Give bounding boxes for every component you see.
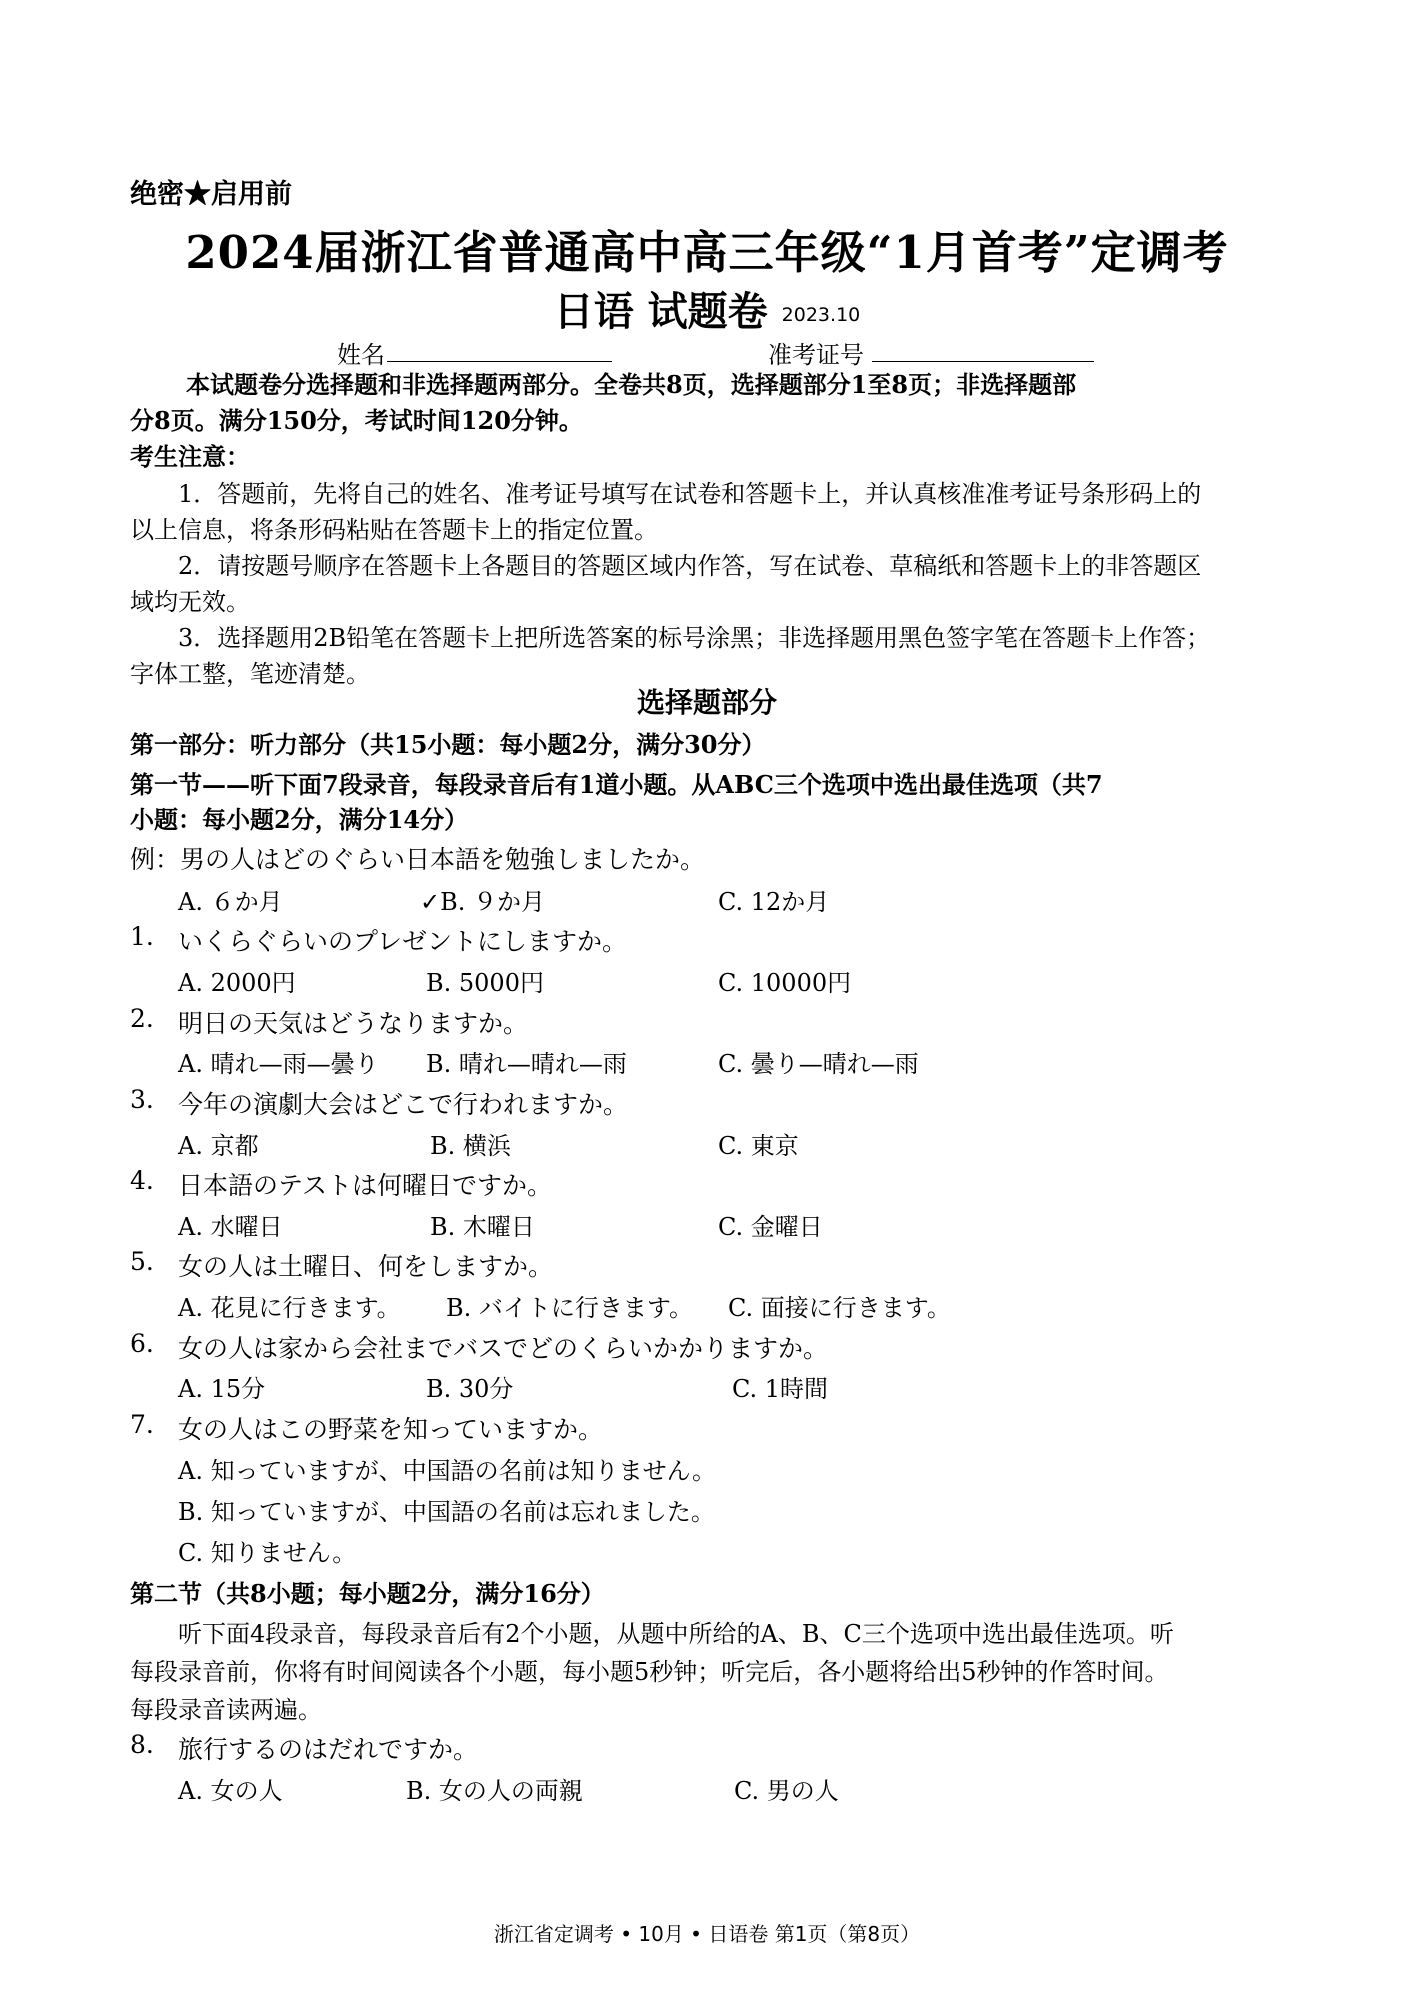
option-a: A. 京都 <box>178 1132 259 1160</box>
option-b: B. 晴れ—晴れ—雨 <box>426 1050 627 1078</box>
option-c: C. 曇り—晴れ—雨 <box>718 1050 919 1078</box>
secret-label: 绝密★启用前 <box>130 179 292 210</box>
option-c: C. 金曜日 <box>718 1213 823 1241</box>
option-a: A. 15分 <box>178 1375 266 1403</box>
section2-heading: 第二节（共8小题；每小题2分，满分16分） <box>130 1579 605 1608</box>
option-c: C. 知りません。 <box>178 1539 357 1567</box>
exam-date: 2023.10 <box>781 304 861 326</box>
question-text: 女の人は家から会社までバスでどのくらいかかりますか。 <box>178 1334 829 1363</box>
sub1-line-2: 小题：每小题2分，满分14分） <box>130 805 469 834</box>
question-number: 6. <box>130 1329 154 1358</box>
option-b: B. 知っていますが、中国語の名前は忘れました。 <box>178 1498 715 1526</box>
question-number: 2. <box>130 1004 154 1033</box>
notice-item-1-line-2: 以上信息，将条形码粘贴在答题卡上的指定位置。 <box>130 516 658 544</box>
option-a: A. 水曜日 <box>178 1213 283 1241</box>
intro-line-1: 本试题卷分选择题和非选择题两部分。全卷共8页，选择题部分1至8页；非选择题部 <box>186 370 1077 399</box>
notice-item-2-line-1: 2．请按题号顺序在答题卡上各题目的答题区域内作答，写在试卷、草稿纸和答题卡上的非答题区 <box>178 552 1202 580</box>
question-text: 女の人はこの野菜を知っていますか。 <box>178 1415 604 1444</box>
exam-title: 2024届浙江省普通高中高三年级“1月首考”定调考 <box>185 226 1229 279</box>
question-text: 日本語のテストは何曜日ですか。 <box>178 1171 553 1200</box>
option-a: A. 花見に行きます。 <box>178 1294 401 1322</box>
option-a: A. 晴れ—雨—曇り <box>178 1050 379 1078</box>
option-b: B. 30分 <box>426 1375 514 1403</box>
notice-title: 考生注意： <box>130 442 250 471</box>
option-b: B. バイトに行きます。 <box>446 1294 693 1322</box>
question-text: 旅行するのはだれですか。 <box>178 1735 479 1764</box>
question-number: 3. <box>130 1085 154 1114</box>
question-number: 5. <box>130 1247 154 1276</box>
exam-subtitle <box>0 280 1414 337</box>
notice-item-1-line-1: 1．答题前，先将自己的姓名、准考证号填写在试卷和答题卡上，并认真核准准考证号条形码上的 <box>178 480 1202 508</box>
question-number: 8. <box>130 1730 154 1759</box>
option-c: C. 面接に行きます。 <box>728 1294 951 1322</box>
option-a: A. 知っていますが、中国語の名前は知りません。 <box>178 1457 717 1485</box>
exam-id-field[interactable] <box>872 361 1094 362</box>
option-b: B. 5000円 <box>426 969 544 997</box>
example-option-a: A. ６か月 <box>178 888 283 916</box>
option-b: B. 女の人の両親 <box>406 1777 583 1805</box>
example-option-b: ✓B. ９か月 <box>420 888 546 916</box>
exam-id-label: 准考证号 <box>768 341 864 369</box>
section-title: 选择题部分 <box>636 686 777 719</box>
option-c: C. 東京 <box>718 1132 799 1160</box>
question-text: 今年の演劇大会はどこで行われますか。 <box>178 1090 629 1119</box>
name-label: 姓名 <box>337 341 385 369</box>
notice-item-3-line-2: 字体工整，笔迹清楚。 <box>130 660 370 688</box>
notice-item-3-line-1: 3．选择题用2B铅笔在答题卡上把所选答案的标号涂黑；非选择题用黑色签字笔在答题卡上作答； <box>178 624 1211 652</box>
section2-line-3: 每段录音读两遍。 <box>130 1696 322 1724</box>
question-text: 女の人は土曜日、何をしますか。 <box>178 1252 554 1281</box>
option-c: C. 1時間 <box>732 1375 829 1403</box>
sub1-line-1: 第一节——听下面7段录音，每段录音后有1道小题。从ABC三个选项中选出最佳选项（共7 <box>130 770 1103 799</box>
intro-line-2: 分8页。满分150分，考试时间120分钟。 <box>130 406 583 435</box>
part1-heading: 第一部分：听力部分（共15小题：每小题2分，满分30分） <box>130 730 766 759</box>
option-a: A. 女の人 <box>178 1777 283 1805</box>
section2-line-2: 每段录音前，你将有时间阅读各个小题，每小题5秒钟；听完后，各小题将给出5秒钟的作答时间。 <box>130 1658 1169 1686</box>
option-a: A. 2000円 <box>178 969 296 997</box>
example-question: 例：男の人はどのぐらい日本語を勉強しましたか。 <box>130 845 706 874</box>
option-c: C. 男の人 <box>734 1777 839 1805</box>
section2-line-1: 听下面4段录音，每段录音后有2个小题，从题中所给的A、B、C三个选项中选出最佳选项。听 <box>178 1620 1174 1648</box>
question-number: 1. <box>130 922 154 951</box>
question-text: いくらぐらいのプレゼントにしますか。 <box>178 927 628 956</box>
question-text: 明日の天気はどうなりますか。 <box>178 1009 529 1038</box>
question-number: 7. <box>130 1410 154 1439</box>
subtitle-text: 日语 试题卷 <box>553 288 768 335</box>
name-field[interactable] <box>387 361 612 362</box>
page-footer: 浙江省定调考 • 10月 • 日语卷 第1页（第8页） <box>493 1922 921 1946</box>
option-b: B. 木曜日 <box>430 1213 535 1241</box>
option-b: B. 横浜 <box>430 1132 511 1160</box>
question-number: 4. <box>130 1166 154 1195</box>
example-option-c: C. 12か月 <box>718 888 830 916</box>
option-c: C. 10000円 <box>718 969 852 997</box>
notice-item-2-line-2: 域均无效。 <box>130 588 250 616</box>
